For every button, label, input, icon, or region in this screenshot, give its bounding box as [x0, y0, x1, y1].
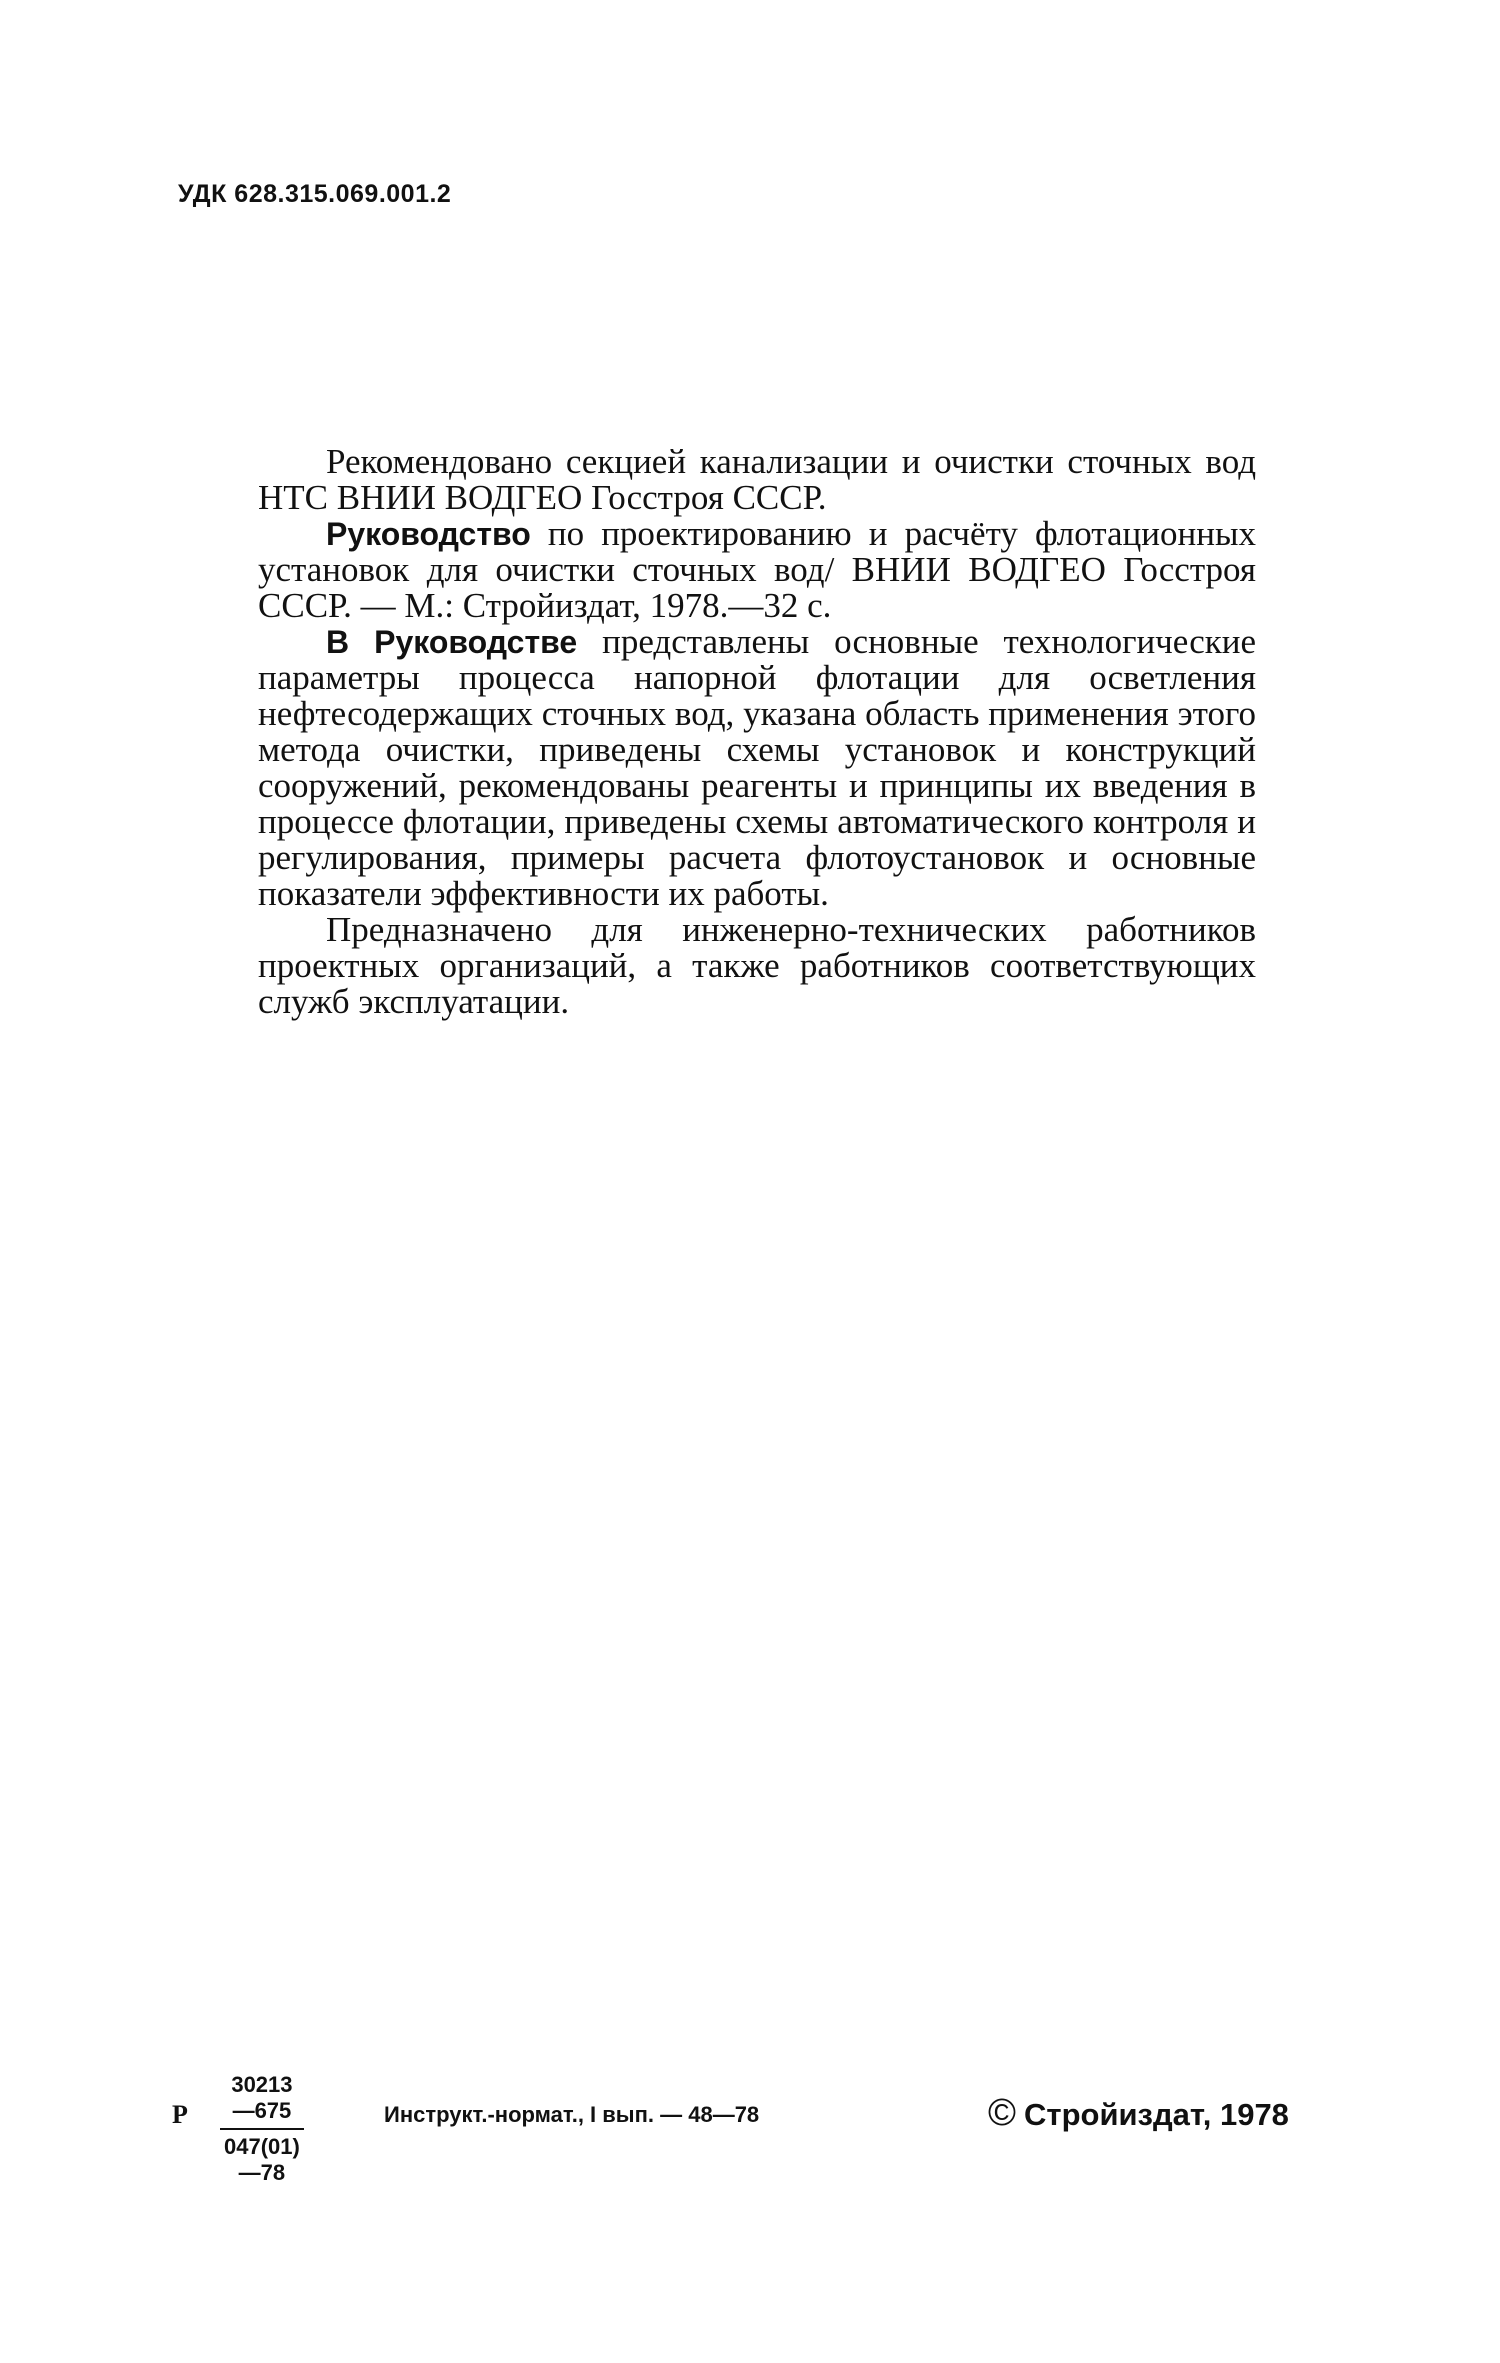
abstract-summary: [258, 624, 1256, 912]
publication-letter: Р: [172, 2100, 188, 2129]
abstract-summary-lead-bold: В Руководстве: [326, 624, 578, 660]
abstract-bibliographic-rest: по проектированию и расчёту флотационных установок для очистки сточных вод/ ВНИИ ВОДГЕО Госстроя СССР. — М.: Стройиздат, 1978.—32 с.: [258, 514, 1256, 625]
abstract-recommendation: Рекомендовано секцией канализации и очистки сточных вод НТС ВНИИ ВОДГЕО Госстроя СССР.: [258, 442, 1256, 517]
abstract-bibliographic-entry: [258, 516, 1256, 624]
publication-series: Инструкт.-нормат., I вып. — 48—78: [384, 2102, 760, 2127]
copyright-text: Стройиздат, 1978: [1024, 2097, 1289, 2132]
abstract-audience: Предназначено для инженерно-технических работников проектных организаций, а также работников соответствующих служб эксплуатации.: [258, 910, 1256, 1021]
abstract-block: [258, 444, 1256, 1020]
publication-denominator: 047(01)—78: [224, 2134, 300, 2185]
copyright-line: [988, 2092, 1289, 2135]
udk-code: УДК 628.315.069.001.2: [178, 180, 452, 208]
abstract-summary-rest: представлены основные технологические параметры процесса напорной флотации для осветления нефтесодержащих сточных вод, указана область применения этого метода очистки, приведены схемы установок и конструкций сооружений, рекомендованы реагенты и принципы их введения в процессе флотации, приведены схемы автоматического контроля и регулирования, примеры расчета флотоустановок и основные показатели эффективности их работы.: [258, 622, 1256, 913]
publication-fraction: [220, 2072, 304, 2186]
abstract-title-bold: Руководство: [326, 516, 531, 552]
copyright-icon: ©: [988, 2092, 1016, 2134]
publication-numerator: 30213—675: [220, 2072, 304, 2130]
